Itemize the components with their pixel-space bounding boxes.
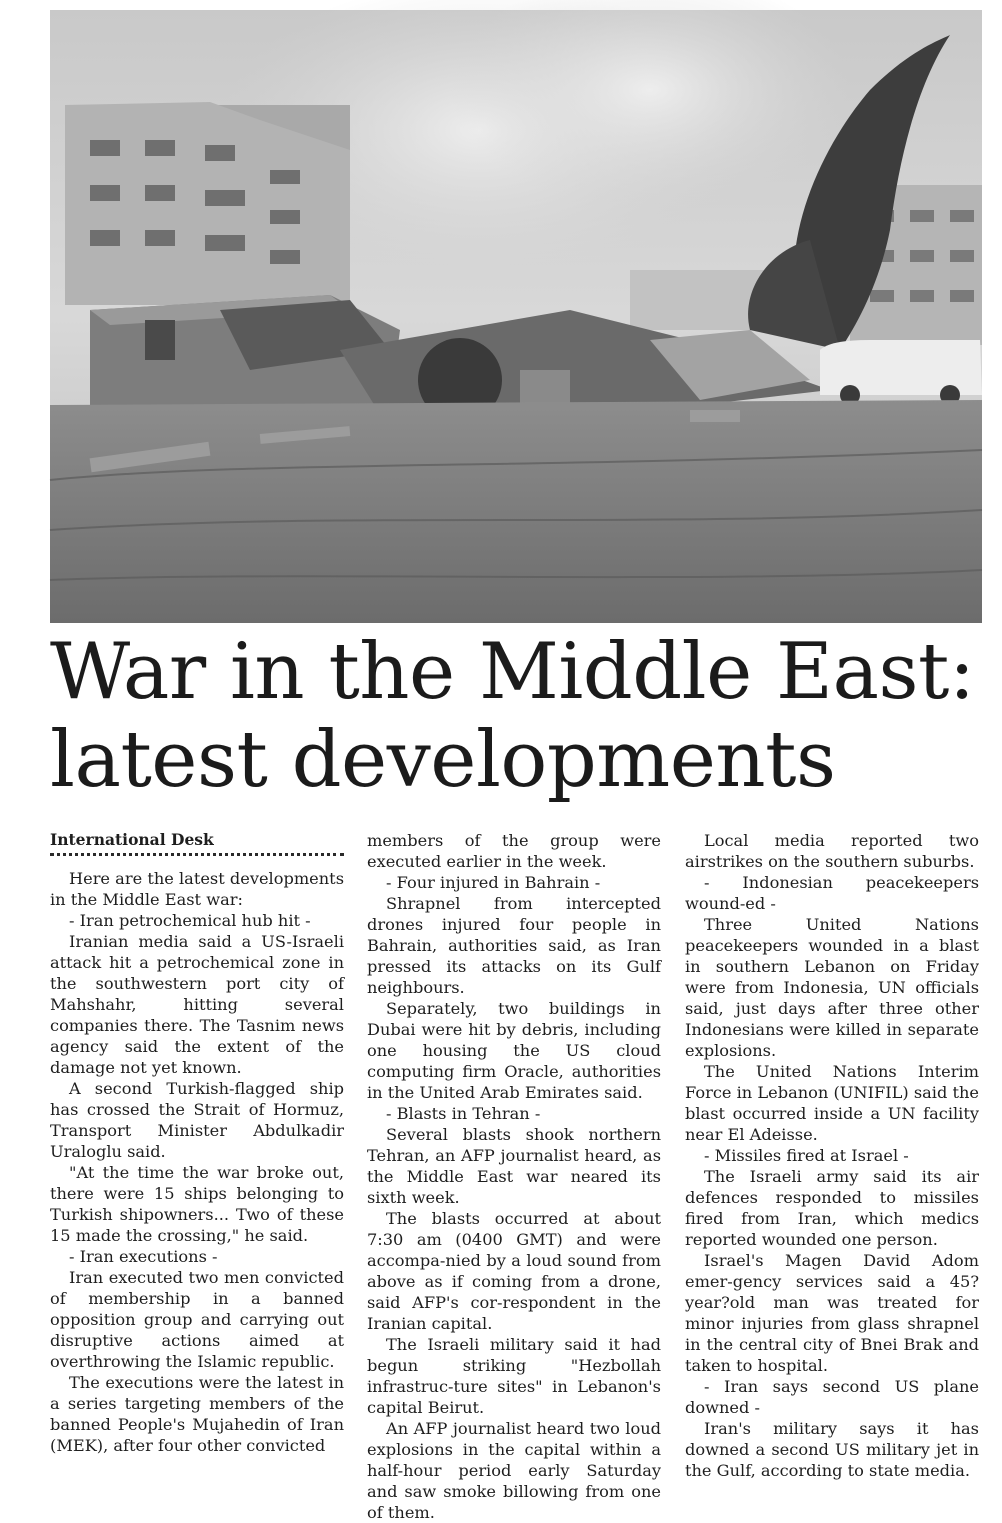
- paragraph: The blasts occurred at about 7:30 am (0400 GMT) and were accompa-nied by a loud sound from above as if coming from a drone, said AFP's cor-respondent in the Iranian capital.: [367, 1209, 661, 1333]
- article-column-3: [685, 830, 979, 1480]
- byline: International Desk: [50, 830, 214, 849]
- paragraph: The Israeli military said it had begun striking "Hezbollah infrastruc-ture sites" in Lebanon's capital Beirut.: [367, 1335, 661, 1417]
- article-column-1: [50, 830, 344, 1455]
- subheading: - Indonesian peacekeepers wound-ed -: [685, 873, 979, 913]
- paragraph: A second Turkish-flagged ship has crossed the Strait of Hormuz, Transport Minister Abdulkadir Uraloglu said.: [50, 1079, 344, 1161]
- paragraph: Iran executed two men convicted of membership in a banned opposition group and carrying out disruptive actions aimed at overthrowing the Islamic republic.: [50, 1268, 344, 1371]
- headline: [50, 628, 990, 804]
- headline-line-2: latest developments: [50, 715, 836, 805]
- headline-line-1: War in the Middle East:: [50, 627, 975, 717]
- dotted-divider: [50, 853, 344, 856]
- paragraph: members of the group were executed earlier in the week.: [367, 831, 661, 871]
- paragraph: Three United Nations peacekeepers wounded in a blast in southern Lebanon on Friday were from Indonesia, UN officials said, just days after three other Indonesians were killed in separate explosions.: [685, 915, 979, 1060]
- damaged-buildings-photo: [50, 10, 982, 623]
- subheading: - Missiles fired at Israel -: [704, 1146, 909, 1165]
- paragraph: Shrapnel from intercepted drones injured four people in Bahrain, authorities said, as Iran pressed its attacks on its Gulf neighbours.: [367, 894, 661, 997]
- paragraph: Israel's Magen David Adom emer-gency services said a 45?year?old man was treated for minor injuries from glass shrapnel in the central city of Bnei Brak and taken to hospital.: [685, 1251, 979, 1375]
- subheading: - Iran executions -: [69, 1247, 218, 1266]
- paragraph: Separately, two buildings in Dubai were hit by debris, including one housing the US cloud computing firm Oracle, authorities in the United Arab Emirates said.: [367, 999, 661, 1102]
- paragraph: Iran's military says it has downed a second US military jet in the Gulf, according to state media.: [685, 1419, 979, 1480]
- paragraph: The United Nations Interim Force in Lebanon (UNIFIL) said the blast occurred inside a UN facility near El Adeisse.: [685, 1062, 979, 1144]
- paragraph: Here are the latest developments in the Middle East war:: [50, 869, 344, 909]
- paragraph: The Israeli army said its air defences responded to missiles fired from Iran, which medics reported wounded one person.: [685, 1167, 979, 1249]
- subheading: - Four injured in Bahrain -: [386, 873, 601, 892]
- subheading: - Iran petrochemical hub hit -: [69, 911, 311, 930]
- paragraph: "At the time the war broke out, there were 15 ships belonging to Turkish shipowners... Two of these 15 made the crossing," he said.: [50, 1163, 344, 1245]
- subheading: - Blasts in Tehran -: [386, 1104, 541, 1123]
- news-photo: [50, 10, 982, 623]
- paragraph: Several blasts shook northern Tehran, an AFP journalist heard, as the Middle East war neared its sixth week.: [367, 1125, 661, 1207]
- paragraph: Local media reported two airstrikes on the southern suburbs.: [685, 831, 979, 871]
- paragraph: Iranian media said a US-Israeli attack hit a petrochemical zone in the southwestern port city of Mahshahr, hitting several companies there. The Tasnim news agency said the extent of the damage not yet known.: [50, 932, 344, 1077]
- subheading: - Iran says second US plane downed -: [685, 1377, 979, 1417]
- article-column-2: [367, 830, 661, 1522]
- paragraph: The executions were the latest in a series targeting members of the banned People's Mujahedin of Iran (MEK), after four other convicted: [50, 1373, 344, 1455]
- paragraph: An AFP journalist heard two loud explosions in the capital within a half-hour period early Saturday and saw smoke billowing from one of them.: [367, 1419, 661, 1522]
